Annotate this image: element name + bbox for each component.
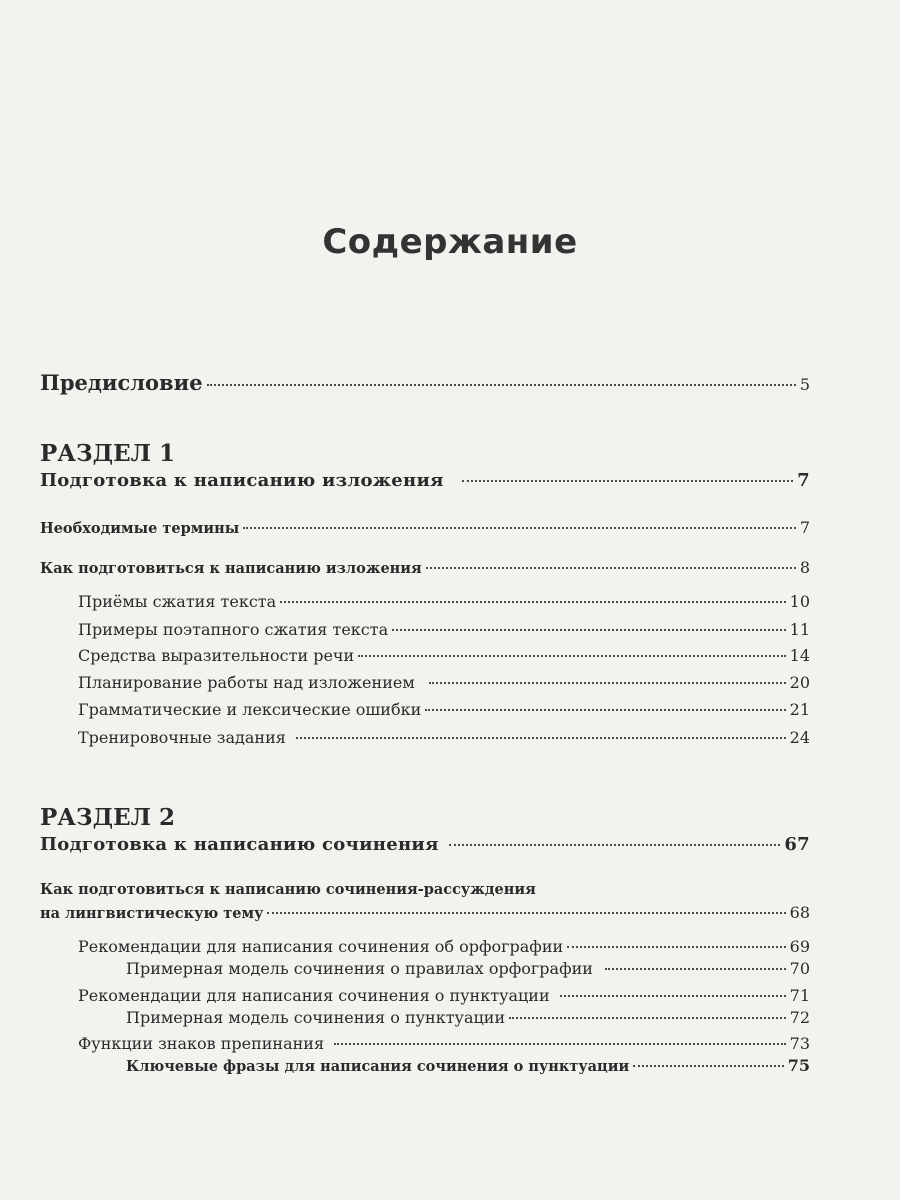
toc-entry-label: Ключевые фразы для написания сочинения о пунктуации [126, 1058, 630, 1075]
dot-leader [560, 995, 786, 997]
dot-leader [509, 1017, 786, 1019]
dot-leader [358, 655, 785, 657]
toc-entry-section2-title [40, 834, 810, 855]
toc-page-number: 14 [789, 646, 810, 665]
toc-page-number: 8 [799, 558, 810, 577]
toc-entry-label: Примеры поэтапного сжатия текста [78, 620, 389, 639]
toc-page-number: 24 [789, 728, 810, 747]
dot-leader [392, 629, 786, 631]
dot-leader [449, 844, 781, 846]
dot-leader [280, 601, 785, 603]
toc-entry [40, 558, 810, 577]
toc-entry-label: Необходимые термины [40, 520, 240, 537]
toc-page-number: 11 [789, 620, 810, 639]
toc-entry-section1-title [40, 470, 810, 491]
toc-entry [78, 646, 810, 665]
dot-leader [267, 912, 785, 914]
toc-page-number: 70 [789, 959, 810, 978]
toc-entry [40, 903, 810, 922]
toc-entry-label: Предисловие [40, 370, 203, 395]
toc-entry [126, 1056, 810, 1075]
toc-entry [126, 959, 810, 978]
dot-leader [243, 527, 796, 529]
dot-leader [426, 567, 796, 569]
toc-page-number: 67 [784, 834, 810, 855]
toc-entry [78, 986, 810, 1005]
toc-page-number: 69 [789, 937, 810, 956]
toc-entry-label: Планирование работы над изложением [78, 673, 415, 692]
toc-entry-label: Рекомендации для написания сочинения о пунктуации [78, 986, 550, 1005]
toc-page-number: 10 [789, 592, 810, 611]
dot-leader [334, 1043, 786, 1045]
toc-entry [78, 673, 810, 692]
dot-leader [425, 709, 785, 711]
dot-leader [207, 384, 796, 386]
toc-entry-label: Примерная модель сочинения о правилах орфографии [126, 959, 593, 978]
toc-entry [78, 1034, 810, 1053]
section-heading-2: РАЗДЕЛ 2 [40, 804, 175, 831]
toc-entry-label: Грамматические и лексические ошибки [78, 700, 422, 719]
dot-leader [567, 946, 785, 948]
toc-entry-label: Как подготовиться к написанию изложения [40, 560, 422, 577]
toc-entry [78, 937, 810, 956]
toc-entry-label: Примерная модель сочинения о пунктуации [126, 1008, 506, 1027]
section-heading-1: РАЗДЕЛ 1 [40, 440, 175, 467]
toc-entry-label: Функции знаков препинания [78, 1034, 325, 1053]
toc-entry-label-line1: Как подготовиться к написанию сочинения-рассуждения [40, 881, 536, 898]
toc-entry-label: Средства выразительности речи [78, 646, 355, 665]
toc-entry-label: Рекомендации для написания сочинения об орфографии [78, 937, 564, 956]
toc-entry-label: Приёмы сжатия текста [78, 592, 277, 611]
toc-page-number: 75 [787, 1056, 810, 1075]
toc-entry [78, 700, 810, 719]
toc-page-number: 72 [789, 1008, 810, 1027]
toc-entry [40, 518, 810, 537]
toc-entry [78, 620, 810, 639]
dot-leader [429, 682, 786, 684]
toc-page-number: 21 [789, 700, 810, 719]
toc-entry-label: Подготовка к написанию сочинения [40, 834, 439, 855]
toc-page-number: 5 [799, 375, 810, 394]
dot-leader [633, 1065, 783, 1067]
toc-page-number: 7 [799, 518, 810, 537]
toc-page-number: 68 [789, 903, 810, 922]
dot-leader [462, 480, 793, 482]
dot-leader [605, 968, 786, 970]
toc-entry-label: Тренировочные задания [78, 728, 286, 747]
toc-entry [78, 728, 810, 747]
toc-page-number: 20 [789, 673, 810, 692]
toc-entry-label: на лингвистическую тему [40, 905, 264, 922]
toc-page-number: 7 [797, 470, 810, 491]
page-title: Содержание [322, 222, 578, 262]
toc-entry [78, 592, 810, 611]
toc-entry-preface [40, 370, 810, 395]
toc-page-number: 71 [789, 986, 810, 1005]
toc-entry-label: Подготовка к написанию изложения [40, 470, 444, 491]
toc-entry [126, 1008, 810, 1027]
dot-leader [296, 737, 786, 739]
toc-page-number: 73 [789, 1034, 810, 1053]
